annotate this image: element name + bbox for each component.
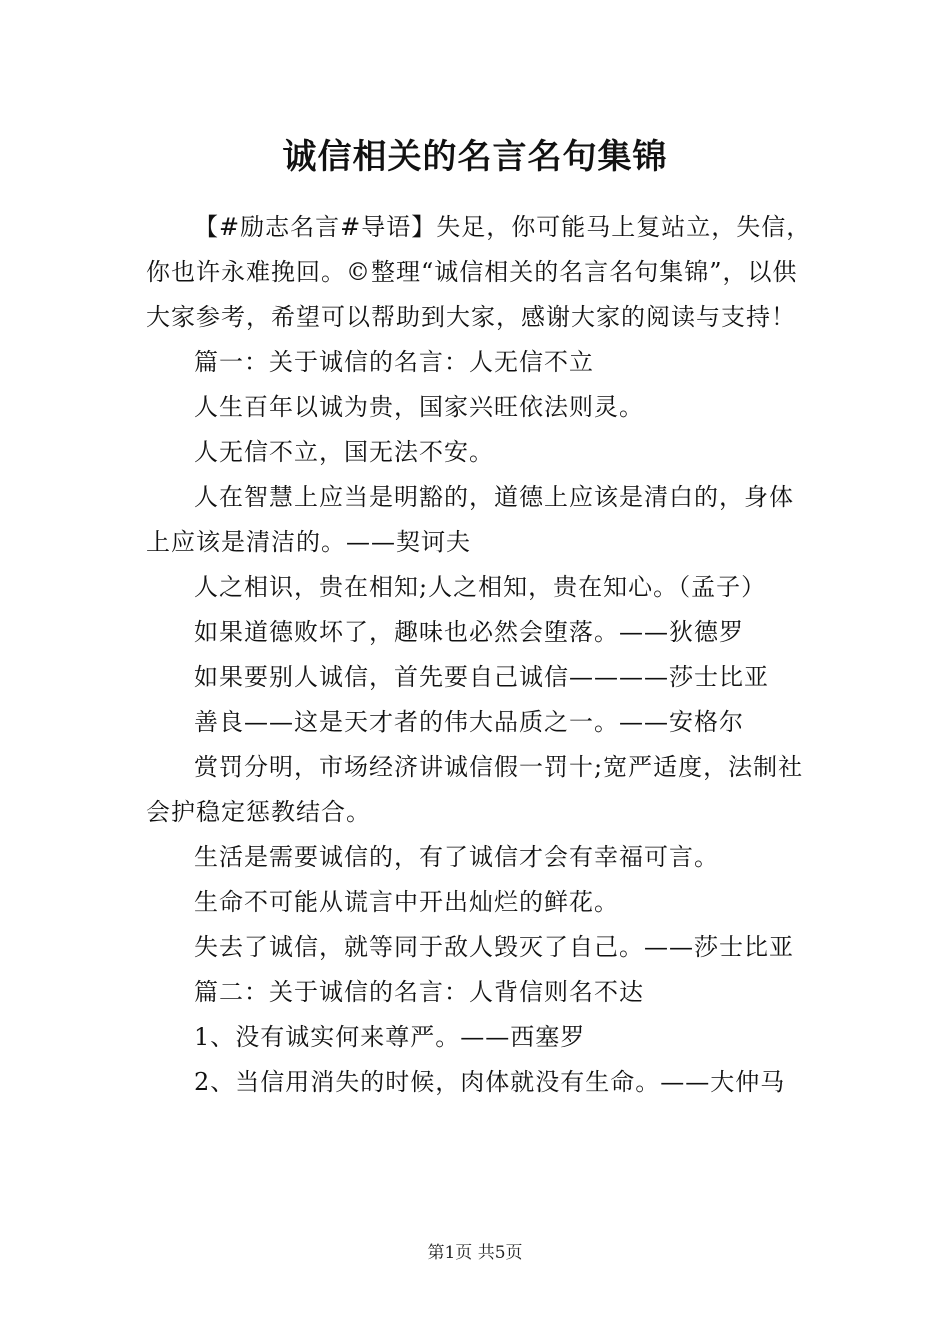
section-heading-1: 篇一：关于诚信的名言：人无信不立 <box>194 348 594 376</box>
document-title: 诚信相关的名言名句集锦 <box>282 137 668 177</box>
quote-paragraph: 人之相识，贵在相知;人之相知，贵在知心。（孟子） <box>194 573 767 601</box>
quote-paragraph: 善良——这是天才者的伟大品质之一。——安格尔 <box>194 708 744 736</box>
quote-paragraph: 生命不可能从谎言中开出灿烂的鲜花。 <box>194 888 619 916</box>
quote-paragraph: 1、没有诚实何来尊严。——西塞罗 <box>194 1023 586 1051</box>
page-footer: 第1页 共5页 <box>427 1243 523 1263</box>
quote-paragraph: 如果道德败坏了，趣味也必然会堕落。——狄德罗 <box>194 618 744 646</box>
quote-paragraph: 2、当信用消失的时候，肉体就没有生命。——大仲马 <box>194 1068 786 1096</box>
quote-paragraph: 赏罚分明，市场经济讲诚信假一罚十;宽严适度，法制社会护稳定惩教结合。 <box>146 753 804 826</box>
document-body <box>146 205 812 1105</box>
quote-paragraph: 如果要别人诚信，首先要自己诚信————莎士比亚 <box>194 663 769 691</box>
intro-paragraph: 【#励志名言#导语】失足，你可能马上复站立，失信，你也许永难挽回。©整理“诚信相关的名言名句集锦”，以供大家参考，希望可以帮助到大家，感谢大家的阅读与支持！ <box>146 213 812 331</box>
quote-paragraph: 人生百年以诚为贵，国家兴旺依法则灵。 <box>194 393 644 421</box>
section-heading-2: 篇二：关于诚信的名言：人背信则名不达 <box>194 978 644 1006</box>
quote-paragraph: 失去了诚信，就等同于敌人毁灭了自己。——莎士比亚 <box>194 933 794 961</box>
quote-paragraph: 生活是需要诚信的，有了诚信才会有幸福可言。 <box>194 843 719 871</box>
quote-paragraph: 人无信不立，国无法不安。 <box>194 438 494 466</box>
quote-paragraph: 人在智慧上应当是明豁的，道德上应该是清白的，身体上应该是清洁的。——契诃夫 <box>146 483 794 556</box>
